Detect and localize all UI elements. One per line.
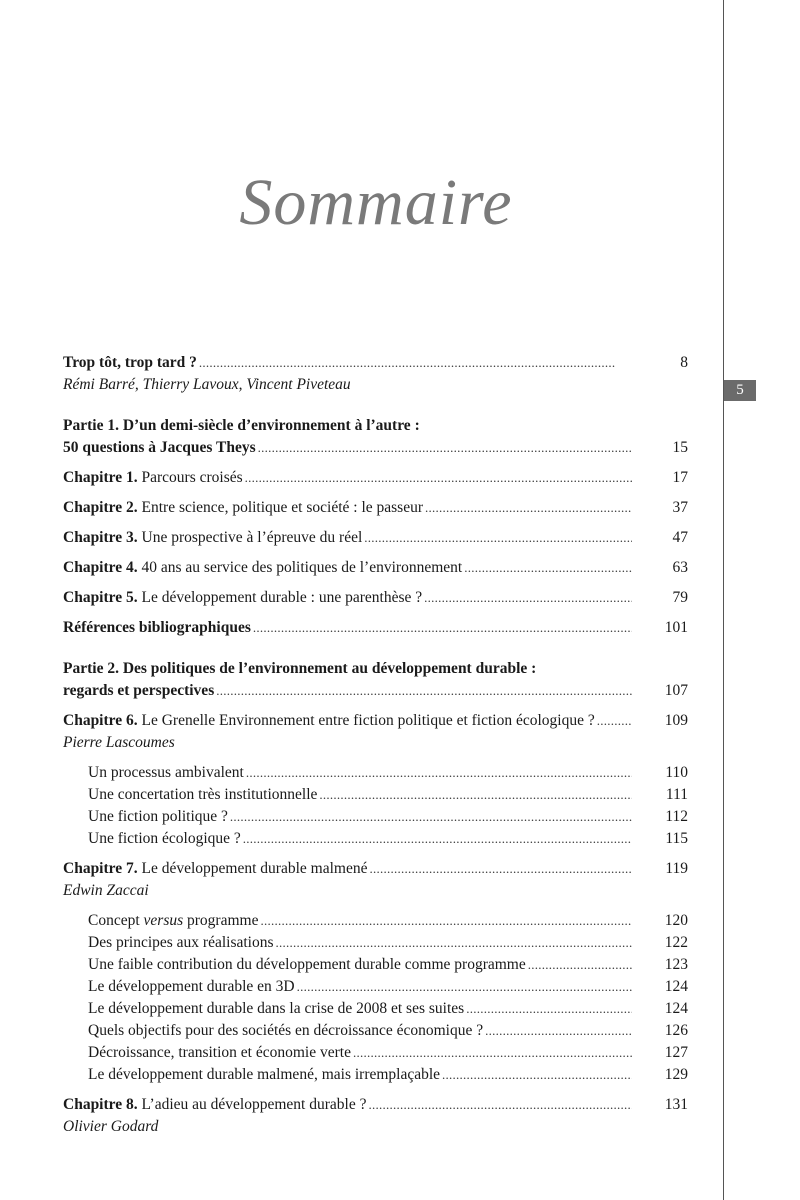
- toc-entry-label: [63, 1094, 366, 1116]
- toc-page-number: 111: [665, 786, 688, 803]
- toc-entry-label: [88, 1020, 483, 1042]
- dot-leader: [442, 1064, 632, 1086]
- toc-entry-text: Une fiction politique ?: [88, 808, 228, 825]
- toc-entry-label: [88, 1064, 440, 1086]
- toc-page-number: 127: [664, 1044, 688, 1061]
- toc-entry-label: [88, 954, 526, 976]
- toc-entry-italic: versus: [143, 912, 184, 929]
- toc-entry[interactable]: [63, 710, 688, 732]
- spacer: [63, 396, 688, 415]
- author-line: Olivier Godard: [63, 1118, 159, 1135]
- toc-entry-text: Le développement durable en 3D: [88, 978, 295, 995]
- author-line: Rémi Barré, Thierry Lavoux, Vincent Piveteau: [63, 376, 351, 393]
- dot-leader: [425, 497, 632, 519]
- toc-entry-label: [63, 437, 256, 459]
- toc-entry-label: [63, 680, 214, 702]
- toc-page-number: 63: [672, 559, 688, 576]
- dot-leader: [253, 617, 632, 639]
- toc-page-number: 107: [664, 682, 688, 699]
- toc-subentry[interactable]: [63, 998, 688, 1020]
- dot-leader: [245, 467, 632, 489]
- toc-entry-text: Une prospective à l’épreuve du réel: [137, 529, 363, 546]
- toc-entry[interactable]: [63, 1094, 688, 1116]
- author-line: Pierre Lascoumes: [63, 734, 175, 751]
- toc-entry[interactable]: [63, 497, 688, 519]
- toc-entry[interactable]: [63, 617, 688, 639]
- toc-subentry[interactable]: [63, 1042, 688, 1064]
- toc-entry-text: Le développement durable malmené: [137, 860, 368, 877]
- toc-page-number: 123: [664, 956, 688, 973]
- dot-leader: [276, 932, 632, 954]
- part-heading: Partie 2. Des politiques de l’environnement au développement durable :: [63, 660, 537, 677]
- toc-page-number: 131: [664, 1096, 688, 1113]
- toc-entry-text: L’adieu au développement durable ?: [137, 1096, 367, 1113]
- toc-page-number: 79: [672, 589, 688, 606]
- toc-entry-bold: Chapitre 5.: [63, 589, 138, 606]
- toc-page-number: 109: [664, 712, 688, 729]
- toc-entry-bold: 50 questions à Jacques Theys: [63, 439, 256, 456]
- toc-entry-text: Le développement durable malmené, mais irremplaçable: [88, 1066, 441, 1083]
- toc-subentry[interactable]: [63, 1020, 688, 1042]
- toc-entry-label: [63, 467, 243, 489]
- toc-subentry[interactable]: [63, 976, 688, 998]
- toc-entry-label: [88, 784, 317, 806]
- toc-entry-label: [63, 352, 197, 374]
- toc-entry[interactable]: [63, 858, 688, 880]
- dot-leader: [230, 806, 632, 828]
- toc-entry[interactable]: [63, 680, 688, 702]
- toc-entry-text: Parcours croisés: [137, 469, 243, 486]
- toc-entry-text: 40 ans au service des politiques de l’environnement: [137, 559, 463, 576]
- toc-page-number: 47: [672, 529, 688, 546]
- toc-entry-label: [63, 710, 595, 732]
- toc-entry-label: [88, 910, 258, 932]
- toc-page-number: 17: [672, 469, 688, 486]
- toc-entry-text: Une fiction écologique ?: [88, 830, 241, 847]
- toc-subentry[interactable]: [63, 806, 688, 828]
- toc-entry-bold: Chapitre 8.: [63, 1096, 138, 1113]
- toc-entry[interactable]: [63, 527, 688, 549]
- toc-entry-label: [88, 976, 295, 998]
- toc-entry-bold: Chapitre 3.: [63, 529, 138, 546]
- dot-leader: [368, 1094, 632, 1116]
- spacer: [63, 754, 688, 762]
- toc-page-number: 8: [680, 354, 688, 371]
- dot-leader: [258, 437, 632, 459]
- toc-entry-label: [88, 932, 274, 954]
- toc-entry-bold: Trop tôt, trop tard ?: [63, 354, 197, 371]
- toc-entry-bold: Chapitre 2.: [63, 499, 138, 516]
- toc-page-number: 37: [672, 499, 688, 516]
- dot-leader: [319, 784, 632, 806]
- toc-subentry[interactable]: [63, 762, 688, 784]
- toc-page-number: 115: [665, 830, 688, 847]
- spacer: [63, 459, 688, 467]
- dot-leader: [466, 998, 632, 1020]
- page-title: Sommaire: [239, 166, 513, 239]
- toc-entry-text: Une concertation très institutionnelle: [88, 786, 318, 803]
- dot-leader: [369, 858, 632, 880]
- toc-entry-text: Entre science, politique et société : le passeur: [137, 499, 423, 516]
- toc-subentry[interactable]: [63, 1064, 688, 1086]
- toc-entry-label: [88, 998, 464, 1020]
- spacer: [63, 579, 688, 587]
- dot-leader: [528, 954, 632, 976]
- toc-entry-label: [88, 762, 244, 784]
- toc-entry-bold: Chapitre 7.: [63, 860, 138, 877]
- dot-leader: [353, 1042, 632, 1064]
- toc-page-number: 119: [665, 860, 688, 877]
- toc-entry-label: [63, 557, 462, 579]
- toc-page-number: 126: [664, 1022, 688, 1039]
- toc-entry-bold: Références bibliographiques: [63, 619, 251, 636]
- toc-entry-bold: Chapitre 6.: [63, 712, 138, 729]
- toc-entry-label: [88, 828, 241, 850]
- toc-entry-text: Concept: [88, 912, 144, 929]
- toc-entry-label: [63, 497, 423, 519]
- spacer: [63, 850, 688, 858]
- toc-entry-label: [63, 617, 251, 639]
- toc-page-number: 112: [665, 808, 688, 825]
- page-number-tab: 5: [724, 380, 756, 401]
- spacer: [63, 1086, 688, 1094]
- dot-leader: [485, 1020, 632, 1042]
- toc-entry-text-after: programme: [183, 912, 259, 929]
- dot-leader: [364, 527, 632, 549]
- toc-page-number: 15: [672, 439, 688, 456]
- toc-subentry[interactable]: [63, 828, 688, 850]
- toc-page-number: 120: [664, 912, 688, 929]
- toc-entry[interactable]: [63, 437, 688, 459]
- toc-page-number: 124: [664, 1000, 688, 1017]
- spacer: [63, 902, 688, 910]
- toc-entry-label: [88, 806, 228, 828]
- dot-leader: [297, 976, 632, 998]
- spacer: [63, 702, 688, 710]
- dot-leader: [464, 557, 632, 579]
- dot-leader: [597, 710, 632, 732]
- dot-leader: [199, 352, 632, 374]
- toc-subentry[interactable]: [63, 910, 688, 932]
- toc-entry-label: [63, 858, 367, 880]
- toc-entry-bold: regards et perspectives: [63, 682, 215, 699]
- toc-entry[interactable]: [63, 587, 688, 609]
- toc-entry-label: [88, 1042, 351, 1064]
- toc-entry-text: Un processus ambivalent: [88, 764, 244, 781]
- table-of-contents: [63, 352, 688, 1138]
- toc-entry-text: Décroissance, transition et économie verte: [88, 1044, 351, 1061]
- toc-entry-text: Le développement durable dans la crise de 2008 et ses suites: [88, 1000, 465, 1017]
- toc-entry-bold: Chapitre 1.: [63, 469, 138, 486]
- toc-page-number: 101: [664, 619, 688, 636]
- toc-entry-text: Le Grenelle Environnement entre fiction politique et fiction écologique ?: [137, 712, 595, 729]
- dot-leader: [216, 680, 632, 702]
- toc-page-number: 110: [665, 764, 688, 781]
- toc-entry[interactable]: [63, 557, 688, 579]
- spacer: [63, 489, 688, 497]
- toc-entry[interactable]: [63, 352, 688, 374]
- part-heading: Partie 1. D’un demi-siècle d’environnement à l’autre :: [63, 417, 420, 434]
- spacer: [63, 639, 688, 658]
- spacer: [63, 519, 688, 527]
- toc-entry-label: [63, 527, 362, 549]
- toc-subentry[interactable]: [63, 954, 688, 976]
- toc-entry-bold: Chapitre 4.: [63, 559, 138, 576]
- toc-page-number: 124: [664, 978, 688, 995]
- dot-leader: [246, 762, 632, 784]
- dot-leader: [243, 828, 632, 850]
- toc-subentry[interactable]: [63, 784, 688, 806]
- dot-leader: [260, 910, 632, 932]
- toc-entry-text: Quels objectifs pour des sociétés en décroissance économique ?: [88, 1022, 484, 1039]
- toc-entry-label: [63, 587, 422, 609]
- toc-entry-text: Le développement durable : une parenthèse ?: [137, 589, 423, 606]
- toc-page-number: 122: [664, 934, 688, 951]
- spacer: [63, 609, 688, 617]
- spacer: [63, 549, 688, 557]
- toc-page-number: 129: [664, 1066, 688, 1083]
- toc-entry[interactable]: [63, 467, 688, 489]
- toc-entry-text: Des principes aux réalisations: [88, 934, 274, 951]
- author-line: Edwin Zaccai: [63, 882, 149, 899]
- toc-entry-text: Une faible contribution du développement durable comme programme: [88, 956, 526, 973]
- toc-subentry[interactable]: [63, 932, 688, 954]
- dot-leader: [424, 587, 632, 609]
